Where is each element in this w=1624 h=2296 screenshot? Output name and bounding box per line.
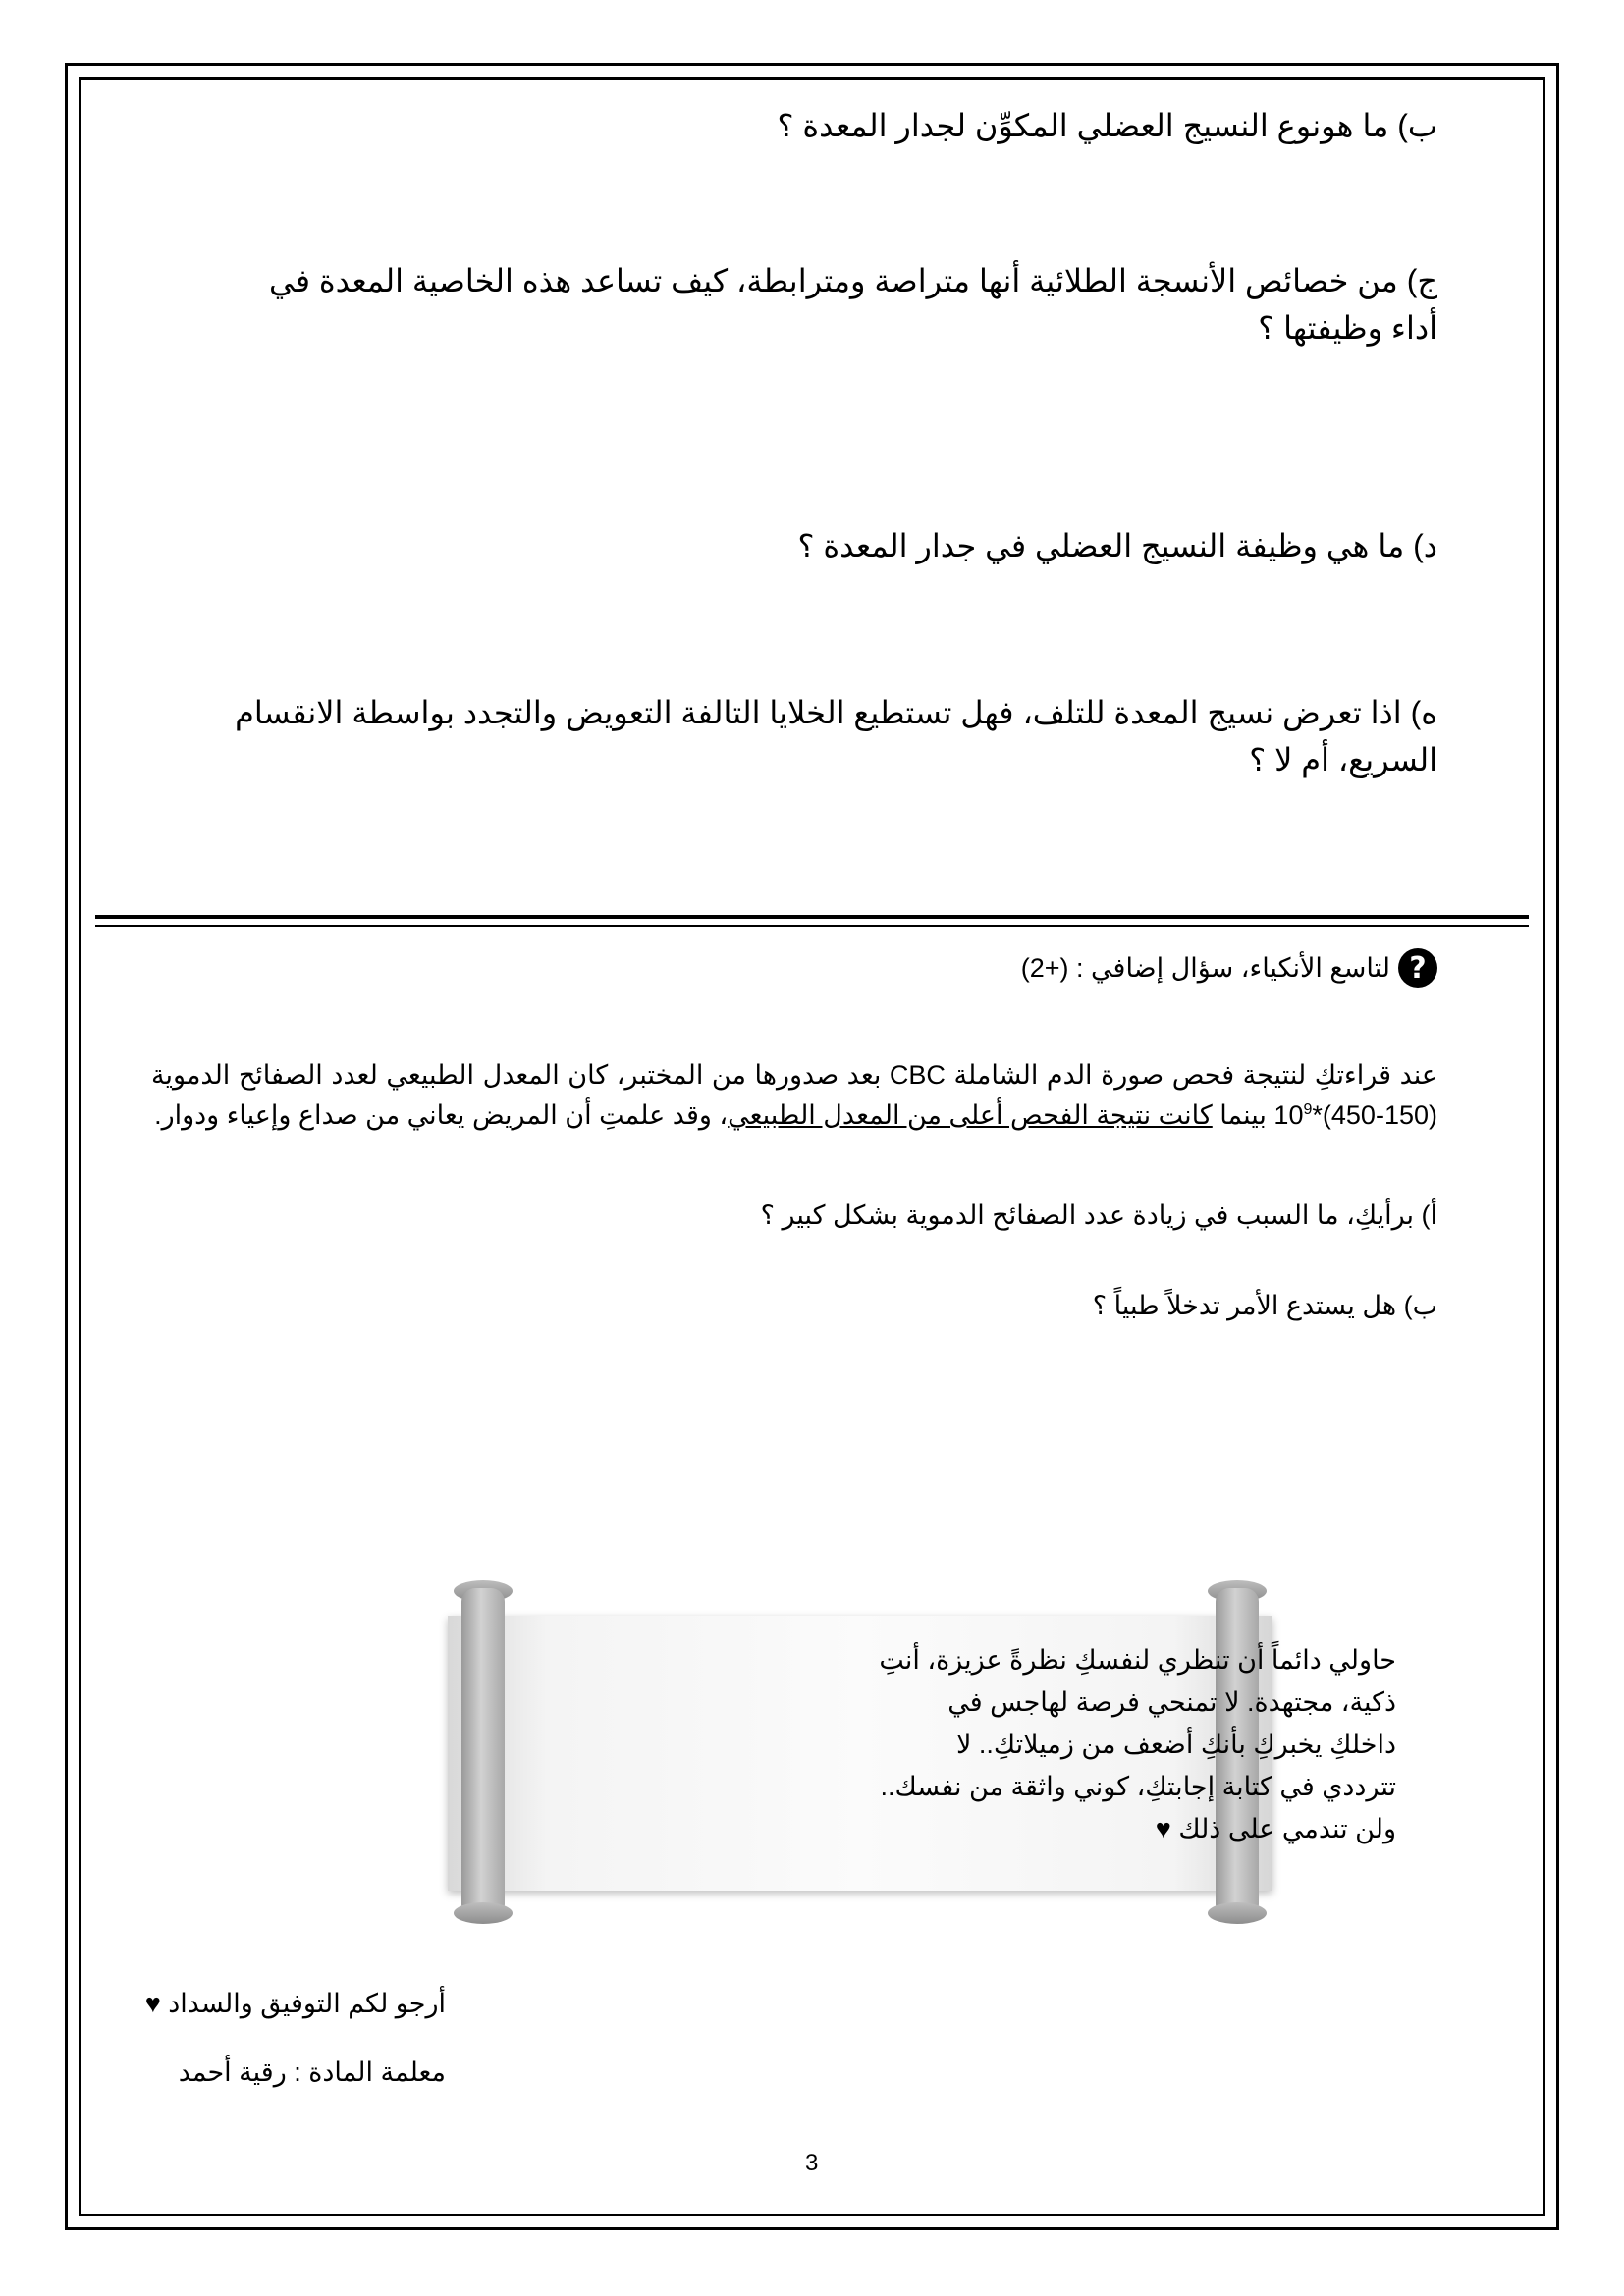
motivation-line-3: داخلكِ يخبركِ بأنكِ أضعف من زميلاتكِ.. لا	[955, 1730, 1396, 1759]
motivation-text	[768, 1639, 1396, 1850]
bonus-question-a: أ) برأيكِ، ما السبب في زيادة عدد الصفائح الدموية بشكل كبير ؟	[760, 1201, 1437, 1230]
question-h-line1: ه) اذا تعرض نسيج المعدة للتلف، فهل تستطيع الخلايا التالفة التعويض والتجدد بواسطة الانقسام	[235, 695, 1437, 730]
footer-wish: أرجو لكم التوفيق والسداد ♥	[144, 1989, 446, 2018]
scroll-roll-left	[461, 1588, 505, 1918]
scenario-text-2: بينما	[1212, 1100, 1274, 1130]
question-h	[122, 689, 1437, 783]
footer-teacher: معلمة المادة : رقية أحمد	[178, 2057, 446, 2087]
motivation-line-2: ذكية، مجتهدة. لا تمنحي فرصة لهاجس في	[947, 1687, 1396, 1717]
page-number: 3	[805, 2150, 819, 2176]
question-h-line2: السريع، أم لا ؟	[1249, 742, 1437, 777]
question-j-line1: ج) من خصائص الأنسجة الطلائية أنها متراصة ومترابطة، كيف تساعد هذه الخاصية المعدة في	[269, 263, 1437, 298]
bonus-question-b: ب) هل يستدع الأمر تدخلاً طبياً ؟	[1092, 1291, 1437, 1320]
scenario-text-1: عند قراءتكِ لنتيجة فحص صورة الدم الشاملة CBC بعد صدورها من المختبر، كان المعدل الطبيعي لعدد الصفائح الدموية (150-450)*10	[151, 1060, 1437, 1130]
question-j-line2: أداء وظيفتها ؟	[1258, 310, 1437, 346]
scenario-text-3: ، وقد علمتِ أن المريض يعاني من صداع وإعياء ودوار.	[154, 1100, 729, 1130]
motivation-line-4: تترددي في كتابة إجابتكِ، كوني واثقة من نفسك..	[880, 1772, 1396, 1801]
motivation-line-5: ولن تندمي على ذلك ♥	[1155, 1814, 1396, 1843]
question-j	[122, 257, 1437, 351]
section-divider-top	[95, 915, 1529, 919]
bonus-title: لتاسع الأنكياء، سؤال إضافي : (+2)	[1020, 952, 1390, 983]
scenario-underlined: كانت نتيجة الفحص أعلى من المعدل الطبيعي	[728, 1100, 1213, 1130]
scenario-exponent: 9	[1303, 1101, 1313, 1118]
bonus-heading	[1021, 948, 1437, 988]
section-divider-bottom	[95, 925, 1529, 927]
scroll-knob-bottom-left	[454, 1902, 513, 1924]
bonus-scenario	[151, 1058, 1437, 1133]
question-b: ب) ما هونوع النسيج العضلي المكوِّن لجدار المعدة ؟	[777, 108, 1437, 143]
question-d: د) ما هي وظيفة النسيج العضلي في جدار المعدة ؟	[797, 528, 1437, 563]
motivation-line-1: حاولي دائماً أن تنظري لنفسكِ نظرةً عزيزة، أنتِ	[879, 1645, 1396, 1675]
scroll-knob-bottom-right	[1208, 1902, 1267, 1924]
question-circle-icon: ?	[1398, 948, 1437, 988]
